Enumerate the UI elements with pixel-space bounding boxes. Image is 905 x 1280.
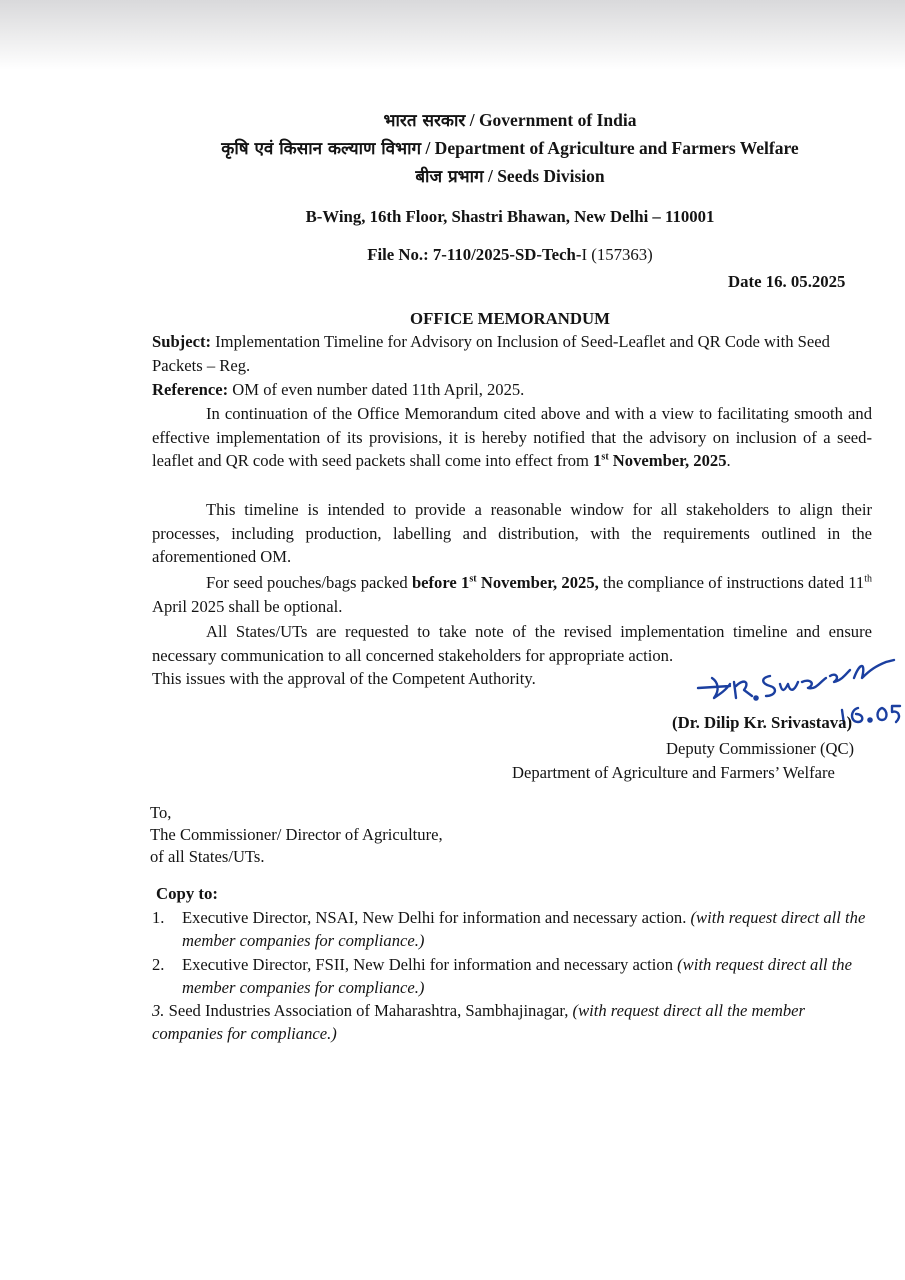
memo-reference xyxy=(152,378,872,402)
copy-to-item-text: Seed Industries Association of Maharashtra, Sambhajinagar, xyxy=(164,1001,573,1020)
paragraph-1-date-day: 1 xyxy=(593,451,602,470)
memo-date: Date 16. 05.2025 xyxy=(728,272,846,291)
paragraph-3-sup-a: st xyxy=(469,573,477,585)
paragraph-2-text: This timeline is intended to provide a reasonable window for all stakeholders to align their processes, including production, labelling and distribution, with the requirements outlined in the aforementioned OM. xyxy=(152,500,872,566)
header-division xyxy=(150,164,870,187)
copy-to-item-1 xyxy=(152,906,872,952)
copy-to-label: Copy to: xyxy=(156,884,218,903)
paragraph-1-end: . xyxy=(726,451,731,470)
file-number xyxy=(150,245,870,265)
memo-title: OFFICE MEMORANDUM xyxy=(410,309,610,328)
signatory-department: Department of Agriculture and Farmers’ Welfare xyxy=(512,763,835,782)
memo-paragraph-2 xyxy=(152,498,872,569)
header-division-hindi: बीज प्रभाग xyxy=(415,167,484,187)
paragraph-3-bold-a: before 1 xyxy=(411,573,470,592)
addressee-to: To, xyxy=(150,803,172,822)
header-department-hindi: कृषि एवं किसान कल्याण विभाग xyxy=(221,139,422,159)
file-number-value: I (157363) xyxy=(581,245,653,264)
memo-paragraph-5: This issues with the approval of the Competent Authority. xyxy=(152,669,536,688)
copy-to-item-text: Executive Director, NSAI, New Delhi for information and necessary action. xyxy=(182,908,691,927)
header-department xyxy=(150,136,870,159)
addressee-line-2: of all States/UTs. xyxy=(150,847,265,866)
copy-to-item-number: 2. xyxy=(152,955,165,974)
header-government-hindi: भारत सरकार xyxy=(383,111,466,131)
addressee-line-1: The Commissioner/ Director of Agriculture, xyxy=(150,825,443,844)
header-government-english: / Government of India xyxy=(465,110,637,130)
paragraph-1-date-sup: st xyxy=(601,451,609,463)
copy-to-item-number: 3. xyxy=(152,1001,165,1020)
memo-subject xyxy=(152,330,872,377)
reference-text: OM of even number dated 11th April, 2025. xyxy=(228,380,525,399)
reference-label: Reference: xyxy=(152,380,229,399)
header-division-english: / Seeds Division xyxy=(483,166,605,186)
paragraph-4-text: All States/UTs are requested to take note of the revised implementation timeline and ensure necessary communication to all concerned stakeholders for appropriate action. xyxy=(152,622,872,665)
copy-to-item-3 xyxy=(152,999,872,1045)
copy-to-item-text: Executive Director, FSII, New Delhi for information and necessary action xyxy=(182,955,678,974)
paragraph-3-bold-b: November, 2025, xyxy=(476,573,599,592)
office-address: B-Wing, 16th Floor, Shastri Bhawan, New Delhi – 110001 xyxy=(305,207,715,226)
file-number-label: File No.: 7-110/2025-SD-Tech- xyxy=(367,245,582,264)
header-department-english: / Department of Agriculture and Farmers Welfare xyxy=(421,138,799,158)
paragraph-1-text: In continuation of the Office Memorandum cited above and with a view to facilitating smooth and effective implementation of its provisions, it is hereby notified that the advisory on inclusion of a seed-leaflet and QR code with seed packets shall come into effect from xyxy=(152,404,872,470)
copy-to-item-2 xyxy=(152,953,872,999)
copy-to-item-italic: (with request direct all the member companies for compliance.) xyxy=(182,908,866,950)
copy-to-item-number: 1. xyxy=(152,908,165,927)
paragraph-1-date-month: November, 2025 xyxy=(608,451,727,470)
copy-to-item-italic: (with request direct all the member companies for compliance.) xyxy=(182,955,852,997)
paragraph-3-text-b: the compliance of instructions dated 11 xyxy=(598,573,865,592)
signatory-designation: Deputy Commissioner (QC) xyxy=(666,739,855,758)
memo-paragraph-3 xyxy=(152,571,872,618)
signatory-name: (Dr. Dilip Kr. Srivastava) xyxy=(672,713,853,732)
subject-text: Implementation Timeline for Advisory on Inclusion of Seed-Leaflet and QR Code with Seed Packets – Reg. xyxy=(152,332,830,375)
copy-to-item-italic: (with request direct all the member companies for compliance.) xyxy=(152,1001,805,1043)
memo-paragraph-1 xyxy=(152,402,872,473)
header-government xyxy=(150,108,870,131)
paragraph-3-text-c: April 2025 shall be optional. xyxy=(152,596,343,616)
subject-label: Subject: xyxy=(152,332,211,351)
paragraph-3-text-a: For seed pouches/bags packed xyxy=(206,573,412,592)
paragraph-3-sup-b: th xyxy=(864,573,873,585)
